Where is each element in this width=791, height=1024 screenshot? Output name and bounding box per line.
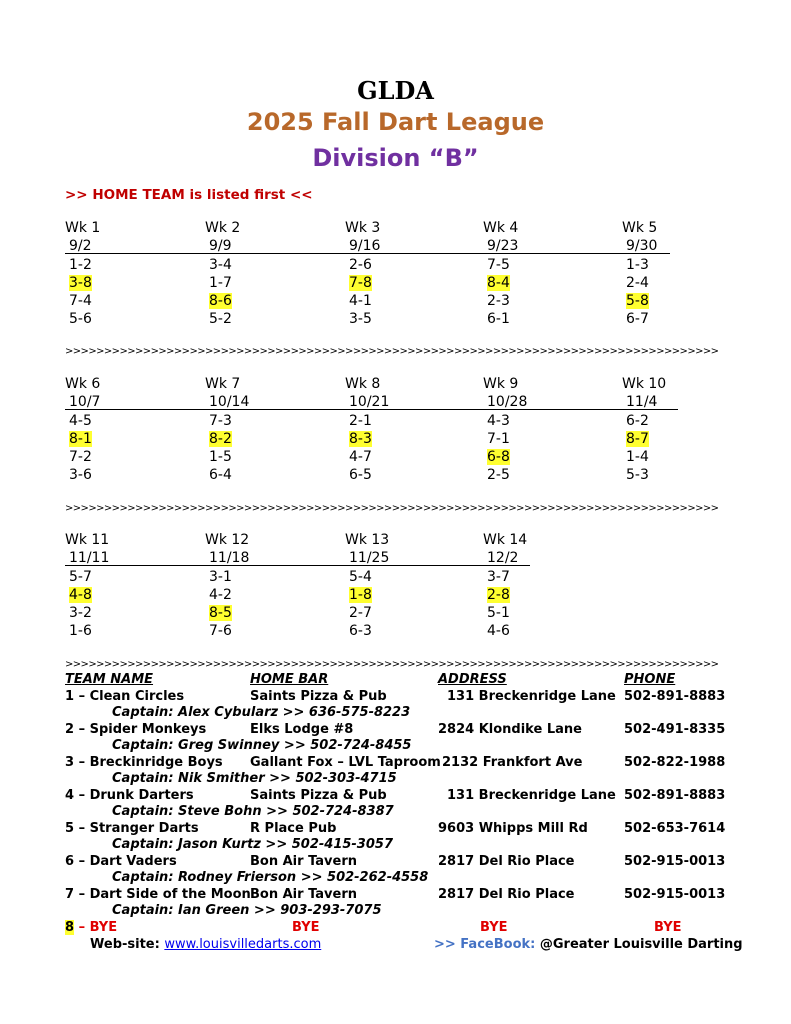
team-phone: 502-491-8335 [624, 722, 726, 737]
team-home-bar: R Place Pub [250, 821, 337, 836]
match-pairing [487, 412, 510, 430]
match-pairing [69, 466, 92, 484]
separator-2: >>>>>>>>>>>>>>>>>>>>>>>>>>>>>>>>>>>>>>>>>>>>>>>>>>>>>>>>>>>>>>>>>>>>>>>>>>>>>>>>>>>> [65, 503, 719, 514]
match-pairing [487, 568, 510, 586]
league-title: 2025 Fall Dart League [246, 108, 545, 136]
match-text: 6-2 [626, 413, 649, 429]
header-address: ADDRESS [438, 672, 507, 687]
match-pairing [349, 412, 372, 430]
website-link[interactable]: www.louisvilledarts.com [164, 937, 322, 952]
match-pairing [487, 274, 510, 292]
match-pairing [69, 256, 92, 274]
match-text: 7-1 [487, 431, 510, 447]
week-date: 11/25 [349, 550, 390, 566]
match-pairing [487, 586, 510, 604]
match-text: 3-6 [69, 467, 92, 483]
match-pairing [487, 466, 510, 484]
bye-match-highlight: 5-8 [626, 293, 649, 309]
match-pairing [209, 604, 232, 622]
week-label: Wk 2 [205, 220, 241, 236]
team-name: 7 – Dart Side of the Moon [65, 887, 251, 902]
team-phone: 502-915-0013 [624, 854, 726, 869]
week-label: Wk 9 [483, 376, 519, 392]
match-pairing [487, 622, 510, 640]
match-text: 5-3 [626, 467, 649, 483]
week-date: 10/21 [349, 394, 390, 410]
match-pairing [209, 256, 232, 274]
team-home-bar: Bon Air Tavern [250, 887, 357, 902]
team-phone: 502-653-7614 [624, 821, 726, 836]
match-pairing [487, 604, 510, 622]
week-date: 9/9 [209, 238, 232, 254]
match-text: 4-6 [487, 623, 510, 639]
match-text: 6-5 [349, 467, 372, 483]
match-text: 6-7 [626, 311, 649, 327]
match-text: 1-6 [69, 623, 92, 639]
bye-match-highlight: 7-8 [349, 275, 372, 291]
match-pairing [349, 604, 372, 622]
week-date: 10/14 [209, 394, 250, 410]
match-pairing [209, 466, 232, 484]
week-label: Wk 14 [483, 532, 528, 548]
bye-match-highlight: 8-1 [69, 431, 92, 447]
match-text: 7-5 [487, 257, 510, 273]
match-pairing [349, 586, 372, 604]
team-home-bar: Saints Pizza & Pub [250, 689, 387, 704]
team-address: 2817 Del Rio Place [438, 854, 575, 869]
week-label: Wk 5 [622, 220, 658, 236]
match-text: 5-2 [209, 311, 232, 327]
match-pairing [487, 256, 510, 274]
match-text: 7-3 [209, 413, 232, 429]
match-text: 6-4 [209, 467, 232, 483]
bye-bar: BYE [292, 920, 320, 935]
week-label: Wk 3 [345, 220, 381, 236]
date-underline [65, 409, 678, 410]
match-pairing [209, 430, 232, 448]
match-text: 5-7 [69, 569, 92, 585]
team-address: 2817 Del Rio Place [438, 887, 575, 902]
match-pairing [209, 586, 232, 604]
week-label: Wk 13 [345, 532, 390, 548]
bye-match-highlight: 2-8 [487, 587, 510, 603]
match-text: 4-5 [69, 413, 92, 429]
match-pairing [209, 448, 232, 466]
team-captain: Captain: Greg Swinney >> 502-724-8455 [112, 738, 412, 753]
team-name: 5 – Stranger Darts [65, 821, 199, 836]
match-pairing [626, 256, 649, 274]
match-pairing [209, 568, 232, 586]
bye-address: BYE [480, 920, 508, 935]
week-date: 11/4 [626, 394, 658, 410]
match-pairing [487, 448, 510, 466]
header-phone: PHONE [624, 672, 676, 687]
week-date: 9/16 [349, 238, 381, 254]
match-text: 2-7 [349, 605, 372, 621]
match-text: 1-5 [209, 449, 232, 465]
bye-match-highlight: 8-6 [209, 293, 232, 309]
match-pairing [626, 466, 649, 484]
match-pairing [349, 274, 372, 292]
match-pairing [69, 310, 92, 328]
match-pairing [349, 466, 372, 484]
team-name: 2 – Spider Monkeys [65, 722, 207, 737]
team-home-bar: Elks Lodge #8 [250, 722, 354, 737]
team-home-bar: Bon Air Tavern [250, 854, 357, 869]
bye-match-highlight: 1-8 [349, 587, 372, 603]
bye-team [65, 920, 117, 935]
week-date: 9/23 [487, 238, 519, 254]
week-label: Wk 11 [65, 532, 110, 548]
match-pairing [349, 622, 372, 640]
match-text: 6-3 [349, 623, 372, 639]
week-label: Wk 7 [205, 376, 241, 392]
division-title: Division “B” [312, 144, 479, 172]
website-label: Web-site: [90, 937, 160, 952]
org-title: GLDA [357, 76, 434, 105]
week-label: Wk 8 [345, 376, 381, 392]
match-text: 6-1 [487, 311, 510, 327]
match-text: 5-1 [487, 605, 510, 621]
team-address: 131 Breckenridge Lane [447, 689, 616, 704]
match-pairing [69, 430, 92, 448]
match-pairing [349, 256, 372, 274]
team-captain: Captain: Nik Smither >> 502-303-4715 [112, 771, 397, 786]
team-address: 9603 Whipps Mill Rd [438, 821, 588, 836]
match-text: 4-1 [349, 293, 372, 309]
website-line [90, 937, 321, 952]
match-pairing [626, 310, 649, 328]
bye-match-highlight: 6-8 [487, 449, 510, 465]
match-pairing [69, 604, 92, 622]
team-phone: 502-891-8883 [624, 689, 726, 704]
separator-1: >>>>>>>>>>>>>>>>>>>>>>>>>>>>>>>>>>>>>>>>>>>>>>>>>>>>>>>>>>>>>>>>>>>>>>>>>>>>>>>>>>>> [65, 346, 719, 357]
facebook-label: >> FaceBook: [434, 937, 536, 952]
match-pairing [626, 412, 649, 430]
match-pairing [487, 292, 510, 310]
match-pairing [626, 430, 649, 448]
match-pairing [69, 586, 92, 604]
team-captain: Captain: Jason Kurtz >> 502-415-3057 [112, 837, 393, 852]
match-text: 7-2 [69, 449, 92, 465]
match-text: 3-2 [69, 605, 92, 621]
match-pairing [349, 430, 372, 448]
week-label: Wk 10 [622, 376, 667, 392]
match-text: 2-5 [487, 467, 510, 483]
match-text: 2-3 [487, 293, 510, 309]
bye-team-label: – BYE [78, 920, 118, 935]
match-text: 3-1 [209, 569, 232, 585]
bye-match-highlight: 8-7 [626, 431, 649, 447]
team-name: 3 – Breckinridge Boys [65, 755, 223, 770]
match-pairing [487, 310, 510, 328]
team-captain: Captain: Alex Cybularz >> 636-575-8223 [112, 705, 411, 720]
week-date: 11/18 [209, 550, 250, 566]
match-pairing [626, 274, 649, 292]
match-text: 7-4 [69, 293, 92, 309]
team-captain: Captain: Ian Green >> 903-293-7075 [112, 903, 382, 918]
week-label: Wk 6 [65, 376, 101, 392]
week-date: 9/30 [626, 238, 658, 254]
team-captain: Captain: Steve Bohn >> 502-724-8387 [112, 804, 394, 819]
team-captain: Captain: Rodney Frierson >> 502-262-4558 [112, 870, 429, 885]
separator-3: >>>>>>>>>>>>>>>>>>>>>>>>>>>>>>>>>>>>>>>>>>>>>>>>>>>>>>>>>>>>>>>>>>>>>>>>>>>>>>>>>>>> [65, 659, 719, 670]
facebook-handle[interactable]: @Greater Louisville Darting [539, 937, 743, 952]
match-pairing [349, 448, 372, 466]
bye-match-highlight: 8-3 [349, 431, 372, 447]
bye-match-highlight: 8-4 [487, 275, 510, 291]
week-label: Wk 12 [205, 532, 250, 548]
match-text: 3-4 [209, 257, 232, 273]
match-text: 1-3 [626, 257, 649, 273]
home-team-note: >> HOME TEAM is listed first << [65, 187, 313, 203]
bye-match-highlight: 3-8 [69, 275, 92, 291]
team-phone: 502-891-8883 [624, 788, 726, 803]
match-pairing [69, 568, 92, 586]
match-pairing [209, 412, 232, 430]
bye-match-highlight: 8-5 [209, 605, 232, 621]
week-date: 10/7 [69, 394, 101, 410]
match-text: 7-6 [209, 623, 232, 639]
facebook-line [434, 937, 743, 952]
week-label: Wk 4 [483, 220, 519, 236]
date-underline [65, 565, 530, 566]
match-pairing [209, 274, 232, 292]
match-text: 4-3 [487, 413, 510, 429]
week-date: 9/2 [69, 238, 92, 254]
match-pairing [69, 412, 92, 430]
match-pairing [209, 292, 232, 310]
match-text: 4-2 [209, 587, 232, 603]
match-text: 1-2 [69, 257, 92, 273]
bye-match-highlight: 8-2 [209, 431, 232, 447]
team-home-bar: Gallant Fox – LVL Taproom [250, 755, 441, 770]
bye-team-number: 8 [65, 920, 75, 935]
header-home-bar: HOME BAR [250, 672, 329, 687]
match-pairing [626, 448, 649, 466]
team-name: 1 – Clean Circles [65, 689, 185, 704]
bye-phone: BYE [654, 920, 682, 935]
team-home-bar: Saints Pizza & Pub [250, 788, 387, 803]
team-phone: 502-822-1988 [624, 755, 726, 770]
match-text: 1-4 [626, 449, 649, 465]
match-text: 5-4 [349, 569, 372, 585]
match-pairing [69, 292, 92, 310]
match-text: 4-7 [349, 449, 372, 465]
match-pairing [69, 448, 92, 466]
match-pairing [349, 568, 372, 586]
bye-match-highlight: 4-8 [69, 587, 92, 603]
match-pairing [69, 622, 92, 640]
match-pairing [209, 622, 232, 640]
match-pairing [487, 430, 510, 448]
team-address: 131 Breckenridge Lane [447, 788, 616, 803]
team-phone: 502-915-0013 [624, 887, 726, 902]
header-team-name: TEAM NAME [65, 672, 154, 687]
week-date: 11/11 [69, 550, 110, 566]
match-text: 3-5 [349, 311, 372, 327]
date-underline [65, 253, 670, 254]
match-pairing [349, 292, 372, 310]
match-pairing [626, 292, 649, 310]
week-date: 10/28 [487, 394, 528, 410]
match-text: 2-4 [626, 275, 649, 291]
match-text: 2-6 [349, 257, 372, 273]
match-text: 2-1 [349, 413, 372, 429]
match-text: 5-6 [69, 311, 92, 327]
team-name: 4 – Drunk Darters [65, 788, 194, 803]
match-pairing [349, 310, 372, 328]
match-text: 3-7 [487, 569, 510, 585]
team-address: 2824 Klondike Lane [438, 722, 582, 737]
match-pairing [69, 274, 92, 292]
match-text: 1-7 [209, 275, 232, 291]
week-date: 12/2 [487, 550, 519, 566]
week-label: Wk 1 [65, 220, 101, 236]
team-address: 2132 Frankfort Ave [442, 755, 583, 770]
match-pairing [209, 310, 232, 328]
team-name: 6 – Dart Vaders [65, 854, 177, 869]
